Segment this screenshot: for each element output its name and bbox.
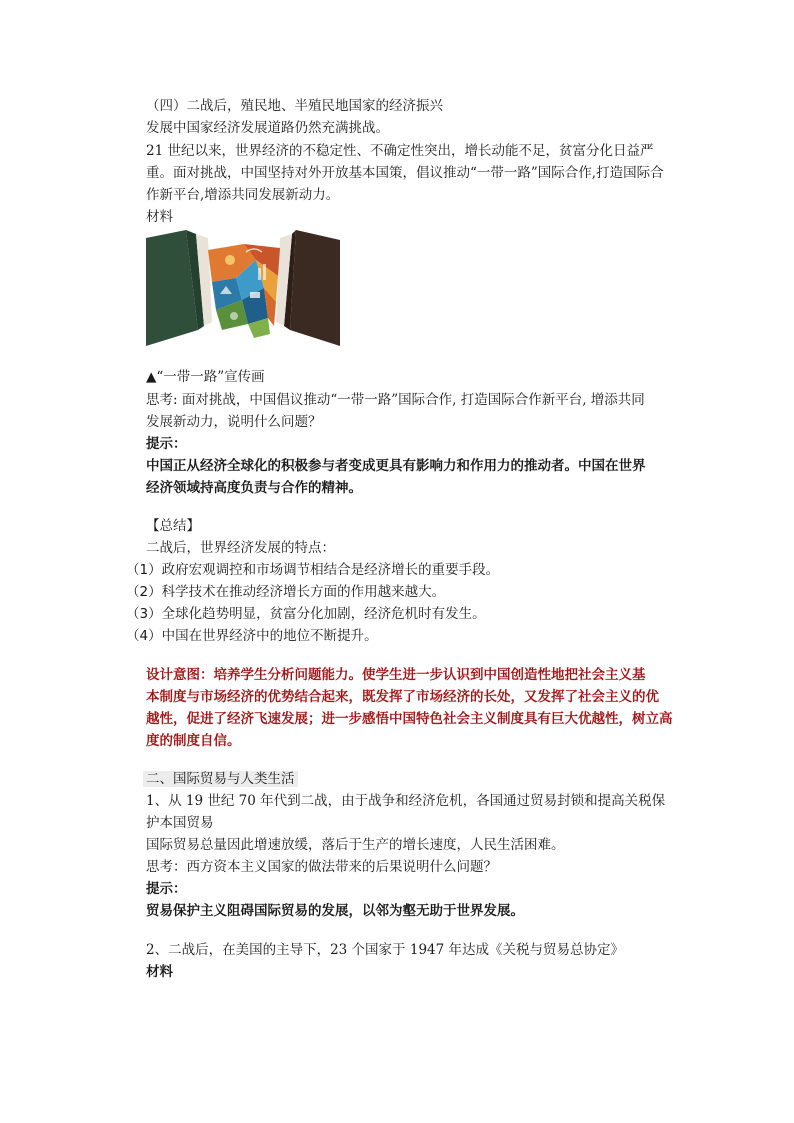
summary-item: （1）政府宏观调控和市场调节相结合是经济增长的重要手段。 [126, 562, 500, 578]
think-question: 思考：西方资本主义国家的做法带来的后果说明什么问题？ [146, 859, 497, 875]
design-intent: 度的制度自信。 [146, 733, 241, 749]
paragraph-line: 21 世纪以来，世界经济的不稳定性、不确定性突出，增长动能不足，贫富分化日益严 [146, 143, 654, 159]
hint-answer: 经济领域持高度负责与合作的精神。 [146, 480, 362, 496]
subheading: 发展中国家经济发展道路仍然充满挑战。 [146, 120, 389, 136]
think-question: 思考: 面对挑战，中国倡议推动“一带一路”国际合作, 打造国际合作新平台, 增添共同 [146, 392, 645, 408]
material-label: 材料 [146, 964, 173, 980]
figure-caption: ▲“一带一路”宣传画 [146, 369, 265, 385]
summary-title: 【总结】 [146, 518, 200, 534]
summary-item: （3）全球化趋势明显，贫富分化加剧，经济危机时有发生。 [126, 606, 486, 622]
hint-answer: 中国正从经济全球化的积极参与者变成更具有影响力和作用力的推动者。中国在世界 [146, 458, 646, 474]
belt-and-road-handshake-image [146, 230, 340, 346]
material-label: 材料 [146, 209, 173, 225]
hint-label: 提示： [146, 436, 187, 452]
section-heading: （四）二战后，殖民地、半殖民地国家的经济振兴 [146, 98, 443, 114]
paragraph-line: 国际贸易总量因此增速放缓，落后于生产的增长速度，人民生活困难。 [146, 837, 565, 853]
summary-item: （4）中国在世界经济中的地位不断提升。 [126, 628, 378, 644]
paragraph-line: 1、从 19 世纪 70 年代到二战，由于战争和经济危机，各国通过贸易封锁和提高关税保 [146, 793, 666, 809]
paragraph-line: 作新平台,增添共同发展新动力。 [146, 187, 340, 203]
think-question: 发展新动力，说明什么问题？ [146, 414, 322, 430]
paragraph-line: 护本国贸易 [146, 815, 214, 831]
paragraph-line: 2、二战后，在美国的主导下，23 个国家于 1947 年达成《关税与贸易总协定》 [146, 942, 624, 958]
design-intent: 设计意图：培养学生分析问题能力。使学生进一步认识到中国创造性地把社会主义基 [146, 667, 646, 683]
summary-intro: 二战后，世界经济发展的特点： [146, 540, 335, 556]
section-heading-trade [146, 769, 298, 789]
design-intent: 本制度与市场经济的优势结合起来，既发挥了市场经济的长处，又发挥了社会主义的优 [146, 689, 659, 705]
paragraph-line: 重。面对挑战，中国坚持对外开放基本国策，倡议推动“一带一路”国际合作,打造国际合 [146, 165, 664, 181]
summary-item: （2）科学技术在推动经济增长方面的作用越来越大。 [126, 584, 446, 600]
heading-highlight: 二、国际贸易与人类生活 [143, 771, 298, 787]
hint-answer: 贸易保护主义阻碍国际贸易的发展，以邻为壑无助于世界发展。 [146, 903, 524, 919]
hint-label: 提示： [146, 881, 187, 897]
design-intent: 越性，促进了经济飞速发展；进一步感悟中国特色社会主义制度具有巨大优越性，树立高 [146, 711, 673, 727]
